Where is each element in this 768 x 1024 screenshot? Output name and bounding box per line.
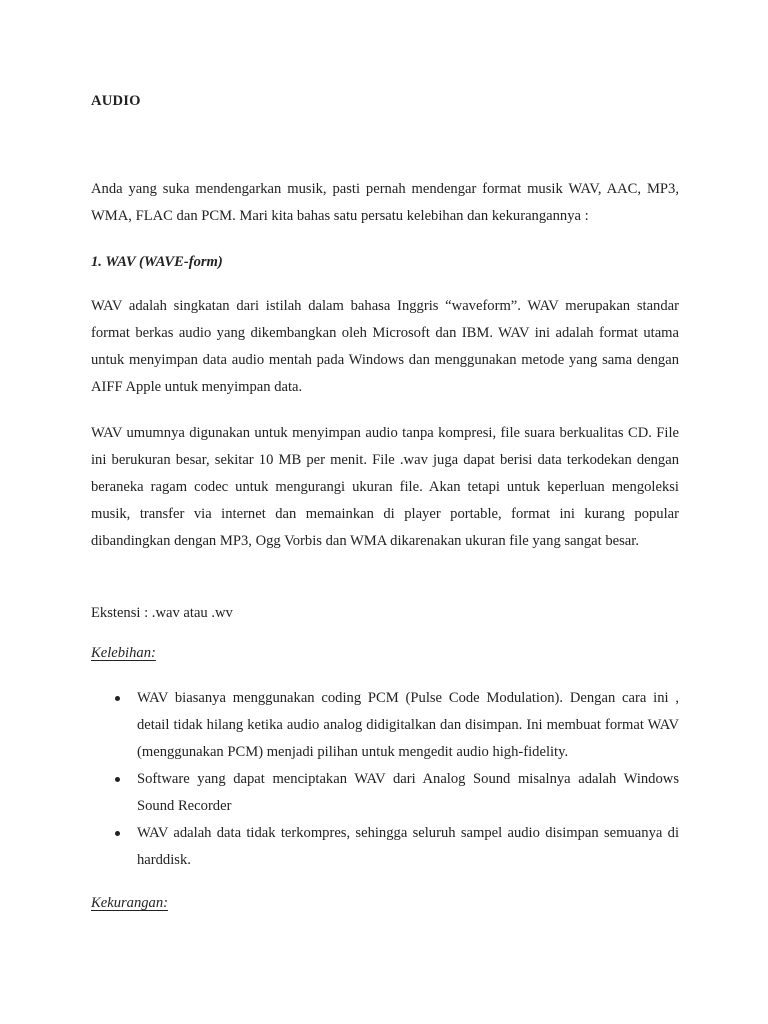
list-item-text: Software yang dapat menciptakan WAV dari Analog Sound misalnya adalah Windows Sound Recorder <box>137 771 679 814</box>
list-item <box>91 820 679 874</box>
bullet-icon <box>115 696 120 701</box>
list-item-text: WAV biasanya menggunakan coding PCM (Pulse Code Modulation). Dengan cara ini , detail tidak hilang ketika audio analog didigitalkan dan disimpan. Ini membuat format WAV (menggunakan PCM) menjadi pilihan untuk mengedit audio high-fidelity. <box>137 690 679 760</box>
list-item <box>91 685 679 766</box>
list-item-text: WAV adalah data tidak terkompres, sehingga seluruh sampel audio disimpan semuanya di harddisk. <box>137 825 679 868</box>
disadvantages-label: Kekurangan: <box>91 895 169 911</box>
advantages-label: Kelebihan: <box>91 645 156 661</box>
section-heading-wav: 1. WAV (WAVE-form) <box>91 254 223 270</box>
wav-usage-paragraph: WAV umumnya digunakan untuk menyimpan audio tanpa kompresi, file suara berkualitas CD. File ini berukuran besar, sekitar 10 MB per menit. File .wav juga dapat berisi data terkodekan dengan beraneka ragam codec untuk mengurangi ukuran file. Akan tetapi untuk keperluan mengoleksi musik, transfer via internet dan memainkan di player portable, format ini kurang popular dibandingkan dengan MP3, Ogg Vorbis dan WMA dikarenakan ukuran file yang sangat besar. <box>91 425 679 549</box>
list-item <box>91 766 679 820</box>
wav-definition-paragraph: WAV adalah singkatan dari istilah dalam bahasa Inggris “waveform”. WAV merupakan standar format berkas audio yang dikembangkan oleh Microsoft dan IBM. WAV ini adalah format utama untuk menyimpan data audio mentah pada Windows dan menggunakan metode yang sama dengan AIFF Apple untuk menyimpan data. <box>91 298 679 395</box>
intro-paragraph: Anda yang suka mendengarkan musik, pasti pernah mendengar format musik WAV, AAC, MP3, WMA, FLAC dan PCM. Mari kita bahas satu persatu kelebihan dan kekurangannya : <box>91 181 679 224</box>
extension-line: Ekstensi : .wav atau .wv <box>91 605 233 621</box>
advantages-list <box>91 685 679 874</box>
bullet-icon <box>115 777 120 782</box>
document-title: AUDIO <box>91 93 141 109</box>
bullet-icon <box>115 831 120 836</box>
